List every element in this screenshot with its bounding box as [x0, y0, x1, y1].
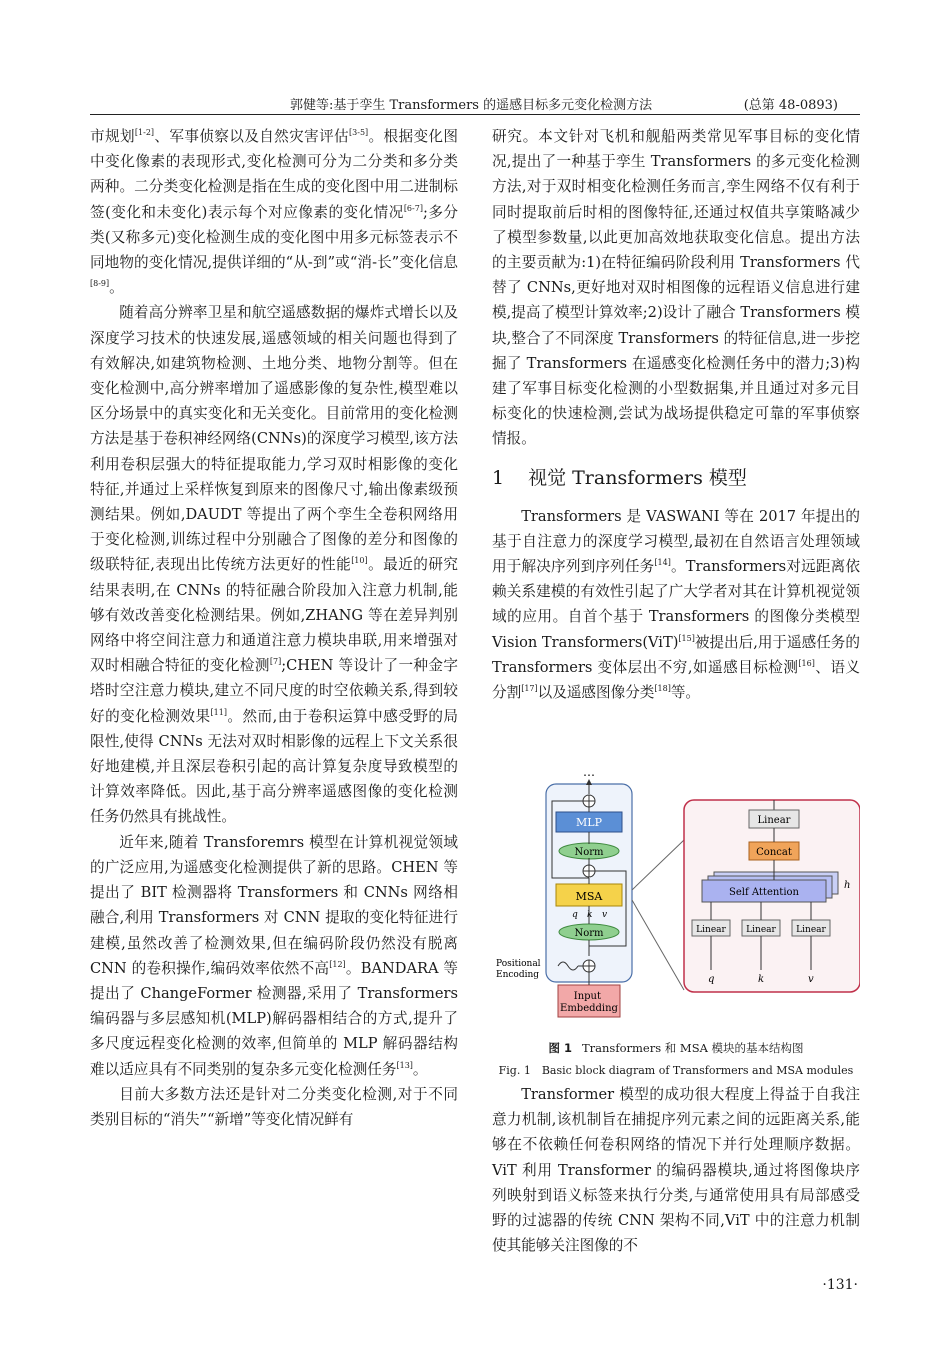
paragraph: 随着高分辨率卫星和航空遥感数据的爆炸式增长以及深度学习技术的快速发展,遥感领域的相关问题也得到了有效解决,如建筑物检测、土地分类、地物分割等。但在变化检测中,高分辨率增加了遥感影像的复杂性,模型难以区分场景中的真实变化和无关变化。目前常用的变化检测方法是基于卷积神经网络(CNNs)的深度学习模型,该方法利用卷积层强大的特征提取能力,学习双时相影像的变化特征,并通过上采样恢复到原来的图像尺寸,输出像素级预测结果。例如,DAUDT 等提出了两个孪生全卷积网络用于变化检测,训练过程中分别融合了图像的差分和图像的级联特征,表现出比传统方法更好的性能[10]。最近的研究结果表明,在 CNNs 的特征融合阶段加入注意力机制,能够有效改善变化检测结果。例如,ZHANG 等在差异判别网络中将空间注意力和通道注意力模块串联,用来增强对双时相融合特征的变化检测[7];CHEN 等设计了一种金字塔时空注意力模块,建立不同尺度的时空依赖关系,得到较好的变化检测效果[11]。然而,由于卷积运算中感受野的局限性,使得 CNNs 无法对双时相影像的远程上下文关系很好地建模,并且深层卷积引起的高计算复杂度导致模型的计算效率降低。因此,基于高分辨率遥感图像的变化检测任务仍然具有挑战性。 [90, 304, 458, 826]
section-heading: 1 视觉 Transformers 模型 [492, 466, 747, 489]
transformer-diagram [496, 770, 860, 1030]
v-input-label: v [808, 974, 814, 985]
header-volume: (总第 48-0893) [743, 98, 838, 113]
dots-label: … [583, 770, 595, 779]
paragraph: 近年来,随着 Transforemrs 模型在计算机视觉领域的广泛应用,为遥感变化检测提供了新的思路。CHEN 等提出了 BIT 检测器将 Transformers 和 CNNs 网络相融合,利用 Transformers 对 CNN 提取的变化特征进行建模,虽然改善了检测效果,但在编码阶段仍然没有脱离 CNN 的卷积操作,编码效率依然不高[12]。BANDARA 等提出了 ChangeFormer 检测器,采用了 Transformers 编码器与多层感知机(MLP)解码器相结合的方式,提升了多尺度远程变化检测的效率,但简单的 MLP 解码器结构难以适应具有不同类别的复杂多元变化检测任务[13]。 [90, 833, 458, 1078]
norm-label-top: Norm [574, 847, 604, 858]
right-column-bottom [492, 1082, 860, 1258]
h-label: h [844, 880, 851, 891]
positional-encoding-label: Positional Encoding [496, 959, 541, 980]
paragraph: Transformer 模型的成功很大程度上得益于自我注意力机制,该机制旨在捕捉序列元素之间的远距离关系,能够在不依赖任何卷积网络的情况下并行处理顺序数据。ViT 利用 Transformer 的编码器模块,通过将图像块序列映射到语义标签来执行分类,与通常使用具有局部感受野的过滤器的传统 CNN 架构不同,ViT 中的注意力机制使其能够关注图像的不 [492, 1086, 860, 1255]
input-embedding-label: Input Embedding [560, 991, 618, 1014]
running-header [90, 92, 860, 115]
figure-caption-en: Fig. 1 Basic block diagram of Transformers and MSA modules [498, 1064, 854, 1077]
q-label: q [572, 910, 578, 920]
paragraph: Transformers 是 VASWANI 等在 2017 年提出的基于自注意力的深度学习模型,最初在自然语言处理领域用于解决序列到序列任务[14]。Transformers对远距离依赖关系建模的有效性引起了广大学者对其在计算机视觉领域的应用。自首个基于 Transformers 的图像分类模型 Vision Transformers(ViT)[15]被提出后,用于遥感任务的 Transformers 变体层出不穷,如遥感目标检测[16]、语义分割[17]以及遥感图像分类[18]等。 [492, 507, 860, 702]
right-column-top [492, 124, 860, 705]
mlp-label: MLP [576, 816, 602, 829]
q-input-label: q [708, 974, 715, 985]
v-label: v [602, 910, 608, 920]
concat-label: Concat [756, 847, 792, 858]
linear-label-top: Linear [757, 815, 791, 826]
paragraph: 目前大多数方法还是针对二分类变化检测,对于不同类别目标的“消失”“新增”等变化情况鲜有 [90, 1085, 458, 1128]
page-number: ·131· [822, 1277, 858, 1293]
left-column [90, 124, 458, 1132]
header-title: 郭健等:基于孪生 Transformers 的遥感目标多元变化检测方法 [290, 98, 653, 113]
linear-label-v: Linear [796, 925, 826, 935]
k-input-label: k [758, 974, 765, 985]
linear-label-q: Linear [696, 925, 726, 935]
msa-label: MSA [575, 890, 603, 903]
paragraph: 研究。本文针对飞机和舰船两类常见军事目标的变化情况,提出了一种基于孪生 Transformers 的多元变化检测方法,对于双时相变化检测任务而言,孪生网络不仅有利于同时提取前后时相的图像特征,还通过权值共享策略减少了模型参数量,以此更加高效地获取变化信息。提出方法的主要贡献为:1)在特征编码阶段利用 Transformers 代替了 CNNs,更好地对双时相图像的远程语义信息进行建模,提高了模型计算效率;2)设计了融合 Transformers 模块,整合了不同深度 Transformers 的特征信息,进一步挖掘了 Transformers 在遥感变化检测任务中的潜力;3)构建了军事目标变化检测的小型数据集,并且通过对多元目标变化的快速检测,尝试为战场提供稳定可靠的军事侦察情报。 [492, 128, 860, 448]
k-label: k [587, 910, 593, 920]
figure-caption-cn: 图 1 Transformers 和 MSA 模块的基本结构图 [548, 1041, 804, 1055]
linear-label-k: Linear [746, 925, 776, 935]
paragraph: 市规划[1-2]、军事侦察以及自然灾害评估[3-5]。根据变化图中变化像素的表现形式,变化检测可分为二分类和多分类两种。二分类变化检测是指在生成的变化图中用二进制标签(变化和未变化)表示每个对应像素的变化情况[6-7];多分类(又称多元)变化检测生成的变化图中用多元标签表示不同地物的变化情况,提供详细的“从-到”或“消-长”变化信息[8-9]。 [90, 128, 459, 297]
self-attention-label: Self Attention [729, 887, 799, 898]
norm-label-bottom: Norm [574, 928, 604, 939]
